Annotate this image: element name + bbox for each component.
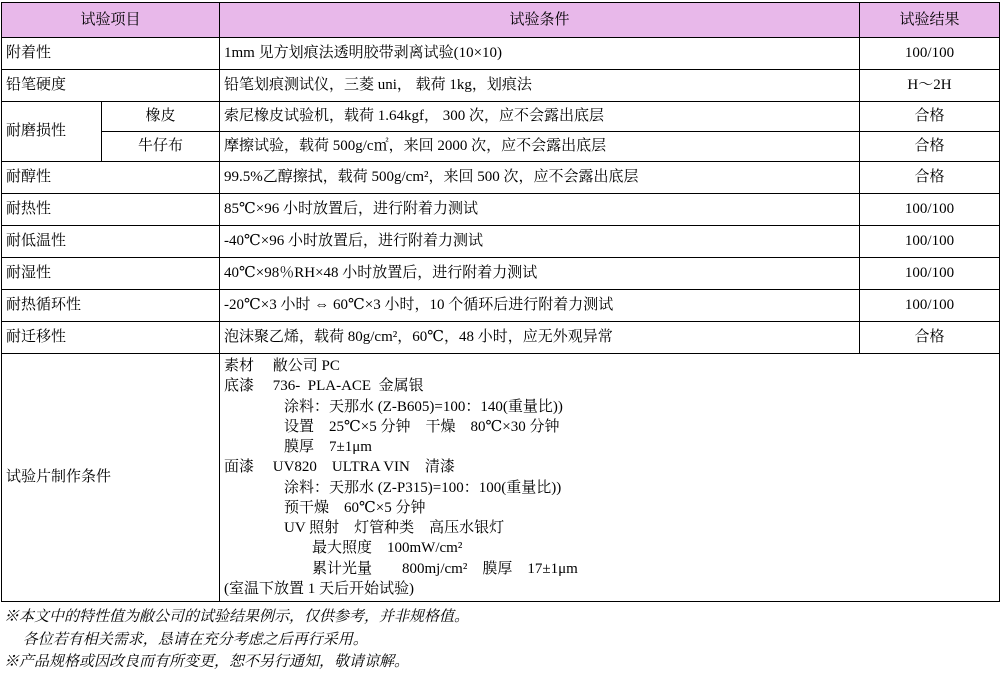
row-condition: 40℃×98％RH×48 小时放置后，进行附着力测试: [220, 258, 860, 290]
row-result: 100/100: [860, 258, 1000, 290]
header-test-result: 试验结果: [860, 3, 1000, 38]
footnote-line: ※本文中的特性值为敝公司的试验结果例示，仅供参考，并非规格值。: [4, 609, 470, 625]
row-condition: 99.5%乙醇擦拭，载荷 500g/cm²，来回 500 次，应不会露出底层: [220, 162, 860, 194]
manufacturing-label: 试验片制作条件: [2, 354, 220, 602]
manufacturing-line: 膜厚 7±1μm: [284, 439, 372, 455]
manufacturing-line: 最大照度 100mW/cm²: [312, 540, 463, 557]
table-row: [2, 38, 1000, 70]
manufacturing-line: (室温下放置 1 天后开始试验): [224, 580, 415, 597]
row-result: 合格: [860, 132, 1000, 162]
footnotes: [4, 606, 1000, 674]
manufacturing-line: 涂料：天那水 (Z-B605)=100：140(重量比)): [284, 398, 563, 415]
row-condition: 铅笔划痕测试仪，三菱 uni， 载荷 1kg，划痕法: [220, 70, 860, 102]
row-condition: 泡沫聚乙烯，载荷 80g/cm²，60℃，48 小时，应无外观异常: [220, 322, 860, 354]
table-body: [2, 38, 1000, 602]
manufacturing-line: 素材 敝公司 PC: [224, 358, 340, 374]
footnote-line: 各位若有相关需求，恳请在充分考虑之后再行采用。: [4, 631, 368, 648]
table-row: [2, 162, 1000, 194]
row-result: 合格: [860, 322, 1000, 354]
row-item: 耐磨损性: [2, 102, 102, 162]
row-item: 耐醇性: [2, 162, 220, 194]
table-row: [2, 132, 1000, 162]
table-row: [2, 290, 1000, 322]
row-item: 耐低温性: [2, 226, 220, 258]
table-row: [2, 258, 1000, 290]
row-result: H～2H: [860, 70, 1000, 102]
manufacturing-line: 面漆 UV820 ULTRA VIN 清漆: [224, 459, 455, 476]
row-condition: 1mm 见方划痕法透明胶带剥离试验(10×10): [220, 38, 860, 70]
table-row: [2, 322, 1000, 354]
row-item: 耐湿性: [2, 258, 220, 290]
manufacturing-line: 底漆 736‐ PLA-ACE 金属银: [224, 378, 424, 395]
row-result: 合格: [860, 102, 1000, 132]
row-result: 合格: [860, 162, 1000, 194]
row-condition: ‐20℃×3 小时 ⇔ 60℃×3 小时，10 个循环后进行附着力测试: [220, 290, 860, 322]
table-row: [2, 194, 1000, 226]
row-subitem: 橡皮: [102, 102, 220, 132]
manufacturing-conditions: [220, 354, 1000, 602]
row-item: 附着性: [2, 38, 220, 70]
spec-sheet: [0, 2, 1000, 682]
row-result: 100/100: [860, 290, 1000, 322]
table-row: [2, 70, 1000, 102]
row-result: 100/100: [860, 226, 1000, 258]
manufacturing-line: 预干燥 60℃×5 分钟: [284, 499, 426, 516]
manufacturing-line: 设置 25℃×5 分钟 干燥 80℃×30 分钟: [284, 418, 560, 435]
manufacturing-line: UV 照射 灯管种类 高压水银灯: [284, 520, 505, 536]
row-result: 100/100: [860, 38, 1000, 70]
row-condition: -40℃×96 小时放置后，进行附着力测试: [220, 226, 860, 258]
row-item: 耐热循环性: [2, 290, 220, 322]
table-row: [2, 102, 1000, 132]
row-condition: 摩擦试验，载荷 500g/c㎡，来回 2000 次，应不会露出底层: [220, 132, 860, 162]
row-item: 耐热性: [2, 194, 220, 226]
row-item: 铅笔硬度: [2, 70, 220, 102]
row-condition: 索尼橡皮试验机，载荷 1.64kgf， 300 次，应不会露出底层: [220, 102, 860, 132]
table-header-row: [2, 3, 1000, 38]
manufacturing-line: 涂料：天那水 (Z-P315)=100：100(重量比)): [284, 479, 562, 496]
test-specification-table: [1, 2, 1000, 602]
manufacturing-row: [2, 354, 1000, 602]
table-row: [2, 226, 1000, 258]
header-test-condition: 试验条件: [220, 3, 860, 38]
footnote-line: ※产品规格或因改良而有所变更，恕不另行通知，敬请谅解。: [4, 654, 410, 670]
header-test-item: 试验项目: [2, 3, 220, 38]
row-item: 耐迁移性: [2, 322, 220, 354]
row-result: 100/100: [860, 194, 1000, 226]
row-subitem: 牛仔布: [102, 132, 220, 162]
manufacturing-line: 累计光量 800mj/cm² 膜厚 17±1μm: [312, 560, 578, 577]
row-condition: 85℃×96 小时放置后，进行附着力测试: [220, 194, 860, 226]
